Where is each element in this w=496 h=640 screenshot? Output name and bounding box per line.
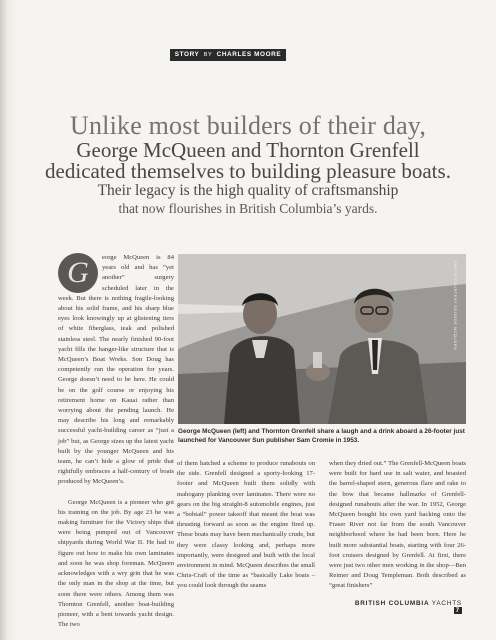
byline-prefix: STORY xyxy=(174,51,200,58)
article-photo xyxy=(178,254,466,424)
byline-by: BY xyxy=(203,52,213,58)
headline-line-3: dedicated themselves to building pleasure boats. xyxy=(45,159,451,183)
footer-publication: BRITISH COLUMBIA xyxy=(354,600,430,607)
paragraph: when they dried out.” The Grenfell-McQueen boats were built for hard use in salt water, and boasted the barrel-shaped stern, generous flare and rake to the bow that became hallmarks of Grenfell-designed runabouts after the war. In 1952, George McQueen bought his own yard backing onto the Fraser River not far from the south Vancouver neighborhood where he had been born. Here he built more substantial boats, starting with four 26-foot cruisers designed by Grenfell. At first, there were just two other men working in the shop—Ben Reimer and Doug Templeman. Both described as “great finishers” xyxy=(329,460,466,590)
paragraph: George McQueen is a pioneer who got his training on the job. By age 23 he was making furniture for the Victory ships that were being pumped out of Vancouver shipyards during World War II. He had to figure out how to make his own laminates and soon he was shop foreman. McQueen acknowledges with a wry grin that he was the only man in the shop at the time, but soon there were others. Among them was Thornton Grenfell, another boat-building pioneer, with a bent towards yacht design. The two xyxy=(58,498,174,629)
page-number: 7 xyxy=(455,607,460,614)
page-footer xyxy=(342,600,462,614)
story-byline xyxy=(170,49,286,61)
body-column-middle xyxy=(177,459,315,592)
photo-caption: George McQueen (left) and Thornton Grenfell share a laugh and a drink aboard a 26-footer just launched for Vancouver Sun publisher Sam Cromie in 1953. xyxy=(178,428,465,444)
photo-credit: PHOTO COURTESY GEORGE MCQUEEN xyxy=(453,260,458,350)
footer-section: YACHTS xyxy=(431,600,462,607)
headline-line-4: Their legacy is the high quality of craftsmanship xyxy=(97,182,399,199)
body-column-left xyxy=(58,253,174,630)
headline xyxy=(20,112,476,218)
headline-line-1: Unlike most builders of their day, xyxy=(69,111,427,140)
headline-line-2: George McQueen and Thornton Grenfell xyxy=(76,138,420,162)
photo-illustration xyxy=(178,254,466,424)
body-column-right xyxy=(329,459,466,592)
drop-cap: G xyxy=(58,253,98,293)
byline-author: CHARLES MOORE xyxy=(216,51,282,58)
paragraph: eorge McQueen is 84 years old and has “yet another” surgery scheduled later in the week. But there is nothing fragile-looking about his solid frame, and his sharp blue eyes look knowingly up at glistening tiers of white fiberglass, teak and polished stainless steel. The nearly finished 90-foot yacht fills the hanger-like structure that is McQueen’s Boat Works. Son Doug has competently run the operation for years. George doesn’t need to be here. He could be on the golf course or enjoying his retirement home on Kauai rather than worrying about the pending launch. He may describe his long and remarkably successful yacht-building career as “just a job” but, as George sizes up the latest yacht built by the younger McQueen and his team, he can’t hide a glow of pride that rightfully embraces a half-century of boats produced by McQueen’s. xyxy=(58,254,174,486)
paragraph: of them hatched a scheme to produce runabouts on the side. Grenfell designed a sporty-looking 17-footer and McQueen built them solidly with mahogany planking over laminates. There were no gears on the big straight-8 automobile engines, just a “bobtail” power takeoff that meant the boat was thrusting forward as soon as the engine fired up. These boats may have been mechanically crude, but they were classy looking and, perhaps more importantly, were designed and built with the local environment in mind. McQueen describes the small Chris-Craft of the time as “basically Lake boats – you could look through the seams xyxy=(177,460,315,590)
page-gutter xyxy=(0,0,8,640)
headline-line-5: that now flourishes in British Columbia’s yards. xyxy=(118,201,378,216)
